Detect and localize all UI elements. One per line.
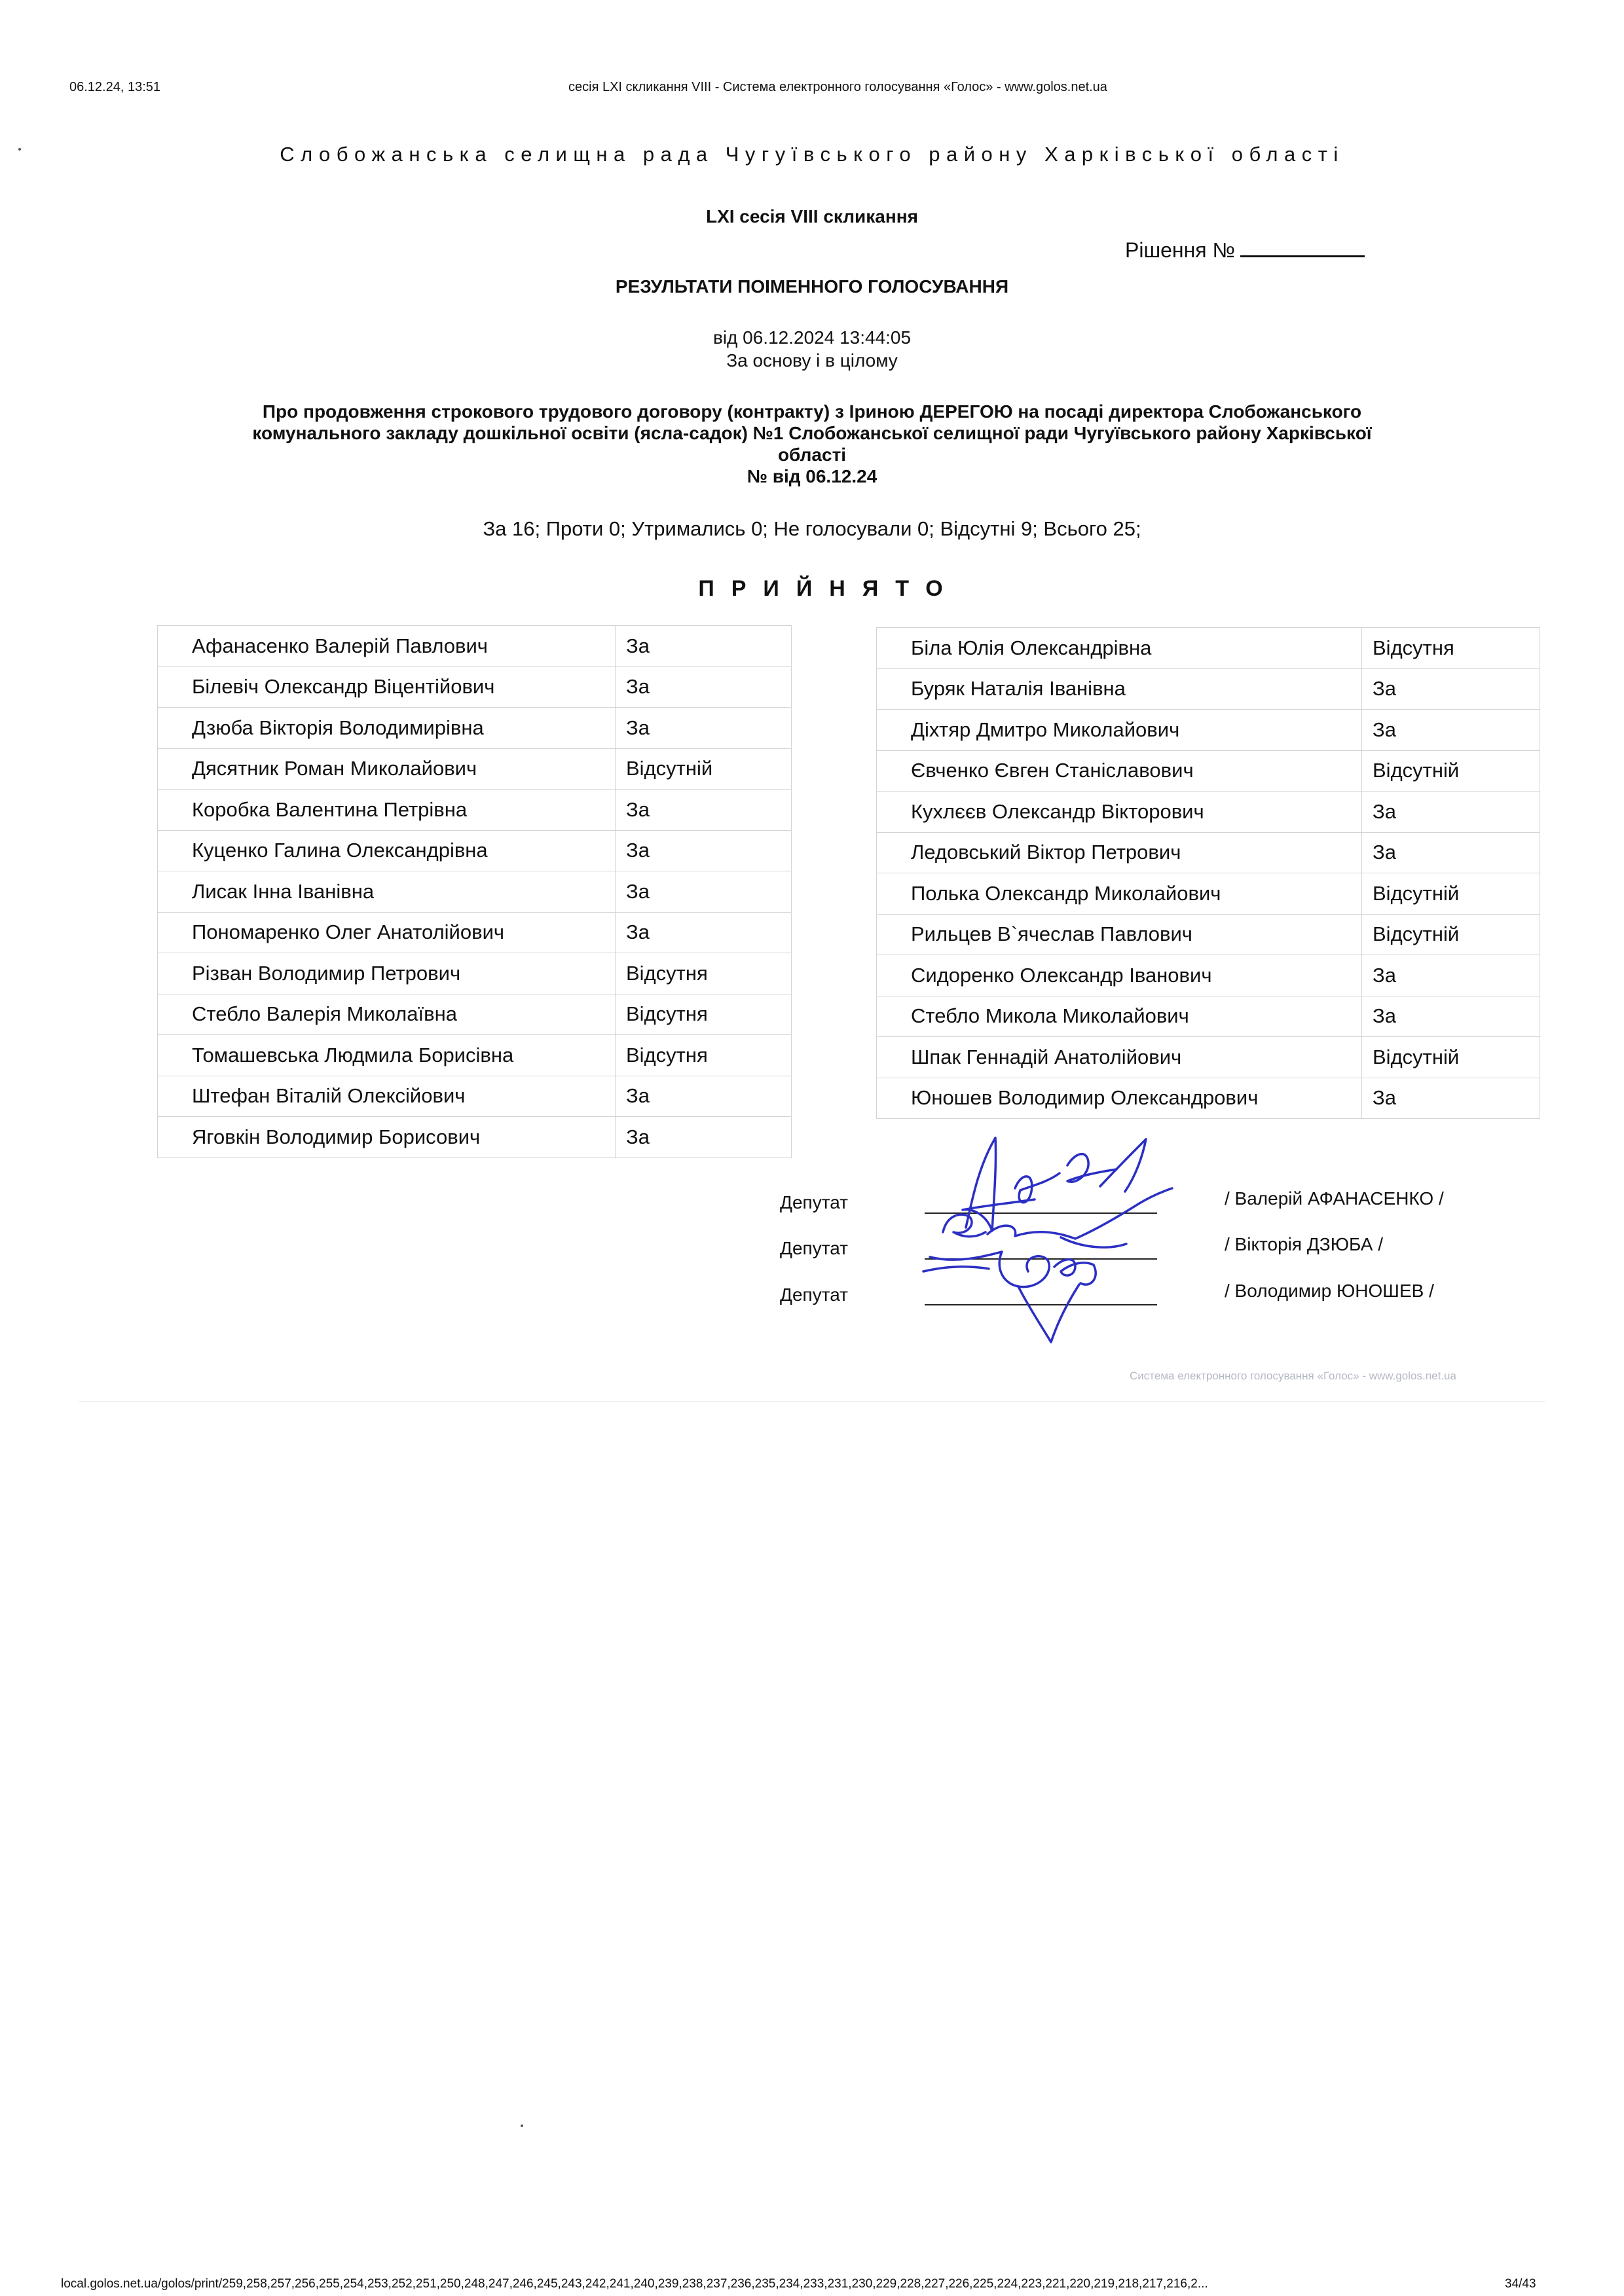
decision-subject <box>177 401 1447 487</box>
system-watermark: Система електронного голосування «Голос» - www.golos.net.ua <box>1130 1370 1456 1382</box>
vote-row <box>877 996 1540 1037</box>
subject-line: комунального закладу дошкільної освіти (ясла-садок) №1 Слобожанської селищної ради Чугуївського району Харківської <box>252 423 1372 443</box>
signature-label: Депутат <box>780 1238 848 1258</box>
vote-basis: За основу і в цілому <box>726 350 898 371</box>
vote-row <box>877 792 1540 833</box>
vote-value: Відсутня <box>1362 628 1540 669</box>
deputy-name: Юношев Володимир Олександрович <box>877 1078 1362 1119</box>
vote-row <box>877 668 1540 710</box>
vote-value: Відсутня <box>616 953 792 994</box>
vote-row <box>158 1035 792 1076</box>
vote-value: За <box>616 790 792 831</box>
deputy-name: Лисак Інна Іванівна <box>158 871 616 913</box>
vote-value: За <box>1362 996 1540 1037</box>
vote-row <box>158 666 792 708</box>
signatory-name: / Вікторія ДЗЮБА / <box>1225 1234 1383 1254</box>
deputy-name: Біла Юлія Олександрівна <box>877 628 1362 669</box>
vote-row <box>877 628 1540 669</box>
subject-line: № від 06.12.24 <box>747 466 877 486</box>
vote-datetime: від 06.12.2024 13:44:05 <box>712 327 912 348</box>
vote-row <box>158 748 792 790</box>
deputy-name: Шпак Геннадій Анатолійович <box>877 1037 1362 1078</box>
vote-value: За <box>1362 1078 1540 1119</box>
subject-line: Про продовження строкового трудового договору (контракту) з Іриною ДЕРЕГОЮ на посаді директора Слобожанського <box>262 401 1362 422</box>
deputy-name: Різван Володимир Петрович <box>158 953 616 994</box>
vote-row <box>877 914 1540 955</box>
deputy-name: Сидоренко Олександр Іванович <box>877 955 1362 996</box>
print-title: сесія LXI скликання VIII - Система електронного голосування «Голос» - www.golos.net.ua <box>568 80 1107 94</box>
deputy-name: Буряк Наталія Іванівна <box>877 668 1362 710</box>
vote-value: За <box>616 666 792 708</box>
deputy-name: Євченко Євген Станіславович <box>877 750 1362 792</box>
deputy-name: Стебло Валерія Миколаївна <box>158 994 616 1035</box>
deputy-name: Куценко Галина Олександрівна <box>158 830 616 871</box>
scan-speck <box>18 148 21 151</box>
vote-row <box>158 1117 792 1158</box>
deputy-name: Коробка Валентина Петрівна <box>158 790 616 831</box>
deputy-name: Рильцев В`ячеслав Павлович <box>877 914 1362 955</box>
vote-row <box>158 708 792 749</box>
vote-row <box>158 626 792 667</box>
vote-value: Відсутня <box>616 1035 792 1076</box>
council-name: Слобожанська селищна рада Чугуївського району Харківської області <box>280 143 1344 166</box>
deputy-name: Дясятник Роман Миколайович <box>158 748 616 790</box>
vote-row <box>158 871 792 913</box>
vote-row <box>158 953 792 994</box>
vote-value: Відсутній <box>1362 1037 1540 1078</box>
signatory-name: / Володимир ЮНОШЕВ / <box>1225 1281 1434 1301</box>
signature-stroke <box>1100 1139 1146 1192</box>
vote-value: Відсутній <box>1362 750 1540 792</box>
signature-label: Депутат <box>780 1285 848 1305</box>
deputy-name: Яговкін Володимир Борисович <box>158 1117 616 1158</box>
deputy-name: Кухлєєв Олександр Вікторович <box>877 792 1362 833</box>
signature-stroke <box>1018 1285 1079 1342</box>
print-timestamp: 06.12.24, 13:51 <box>69 80 161 94</box>
vote-value: Відсутній <box>1362 914 1540 955</box>
vote-value: Відсутній <box>1362 873 1540 915</box>
faint-divider <box>79 1401 1545 1402</box>
vote-row <box>158 790 792 831</box>
vote-row <box>877 710 1540 751</box>
vote-value: За <box>616 1117 792 1158</box>
vote-value: За <box>616 708 792 749</box>
vote-row <box>877 1037 1540 1078</box>
vote-value: За <box>1362 668 1540 710</box>
decision-label: Рішення № <box>1125 238 1235 262</box>
vote-value: За <box>1362 955 1540 996</box>
vote-value: За <box>616 1076 792 1117</box>
signatory-name: / Валерій АФАНАСЕНКО / <box>1225 1188 1444 1209</box>
deputy-name: Стебло Микола Миколайович <box>877 996 1362 1037</box>
results-title: РЕЗУЛЬТАТИ ПОІМЕННОГО ГОЛОСУВАННЯ <box>615 276 1009 297</box>
deputy-name: Штефан Віталій Олексійович <box>158 1076 616 1117</box>
vote-row <box>877 955 1540 996</box>
vote-value: За <box>1362 792 1540 833</box>
vote-value: За <box>1362 832 1540 873</box>
session-title: LXI сесія VIII скликання <box>705 206 919 227</box>
vote-row <box>158 994 792 1035</box>
vote-row <box>877 1078 1540 1119</box>
vote-row <box>158 830 792 871</box>
signature-stroke <box>987 1188 1172 1239</box>
signature-stroke <box>1015 1173 1060 1203</box>
decision-number-blank <box>1240 236 1365 257</box>
adopted-status: ПРИЙНЯТО <box>698 576 960 601</box>
signature-stroke <box>1054 1260 1096 1285</box>
vote-value: За <box>1362 710 1540 751</box>
deputy-name: Афанасенко Валерій Павлович <box>158 626 616 667</box>
deputy-name: Ледовський Віктор Петрович <box>877 832 1362 873</box>
handwritten-signatures <box>904 1126 1218 1355</box>
deputy-name: Пономаренко Олег Анатолійович <box>158 912 616 953</box>
vote-value: За <box>616 626 792 667</box>
deputy-name: Білевіч Олександр Віцентійович <box>158 666 616 708</box>
vote-value: Відсутній <box>616 748 792 790</box>
decision-number <box>1125 236 1365 263</box>
signature-stroke <box>1061 1237 1126 1247</box>
vote-row <box>877 832 1540 873</box>
votes-table-right <box>876 627 1540 1119</box>
subject-line: області <box>777 445 847 465</box>
signature-stroke <box>963 1138 1035 1231</box>
vote-value: За <box>616 871 792 913</box>
print-url: local.golos.net.ua/golos/print/259,258,257,256,255,254,253,252,251,250,248,247,246,245,243,242,241,240,239,238,237,236,235,234,233,231,230,229,228,227,226,225,224,223,221,220,219,218,217,216,2... <box>61 2277 1208 2291</box>
vote-row <box>158 912 792 953</box>
vote-value: За <box>616 830 792 871</box>
votes-table-left <box>157 625 792 1158</box>
signature-label: Депутат <box>780 1192 848 1212</box>
deputy-name: Полька Олександр Миколайович <box>877 873 1362 915</box>
vote-value: Відсутня <box>616 994 792 1035</box>
signature-stroke <box>943 1214 986 1237</box>
vote-row <box>158 1076 792 1117</box>
vote-row <box>877 750 1540 792</box>
scan-speck <box>521 2124 523 2127</box>
deputy-name: Діхтяр Дмитро Миколайович <box>877 710 1362 751</box>
deputy-name: Дзюба Вікторія Володимирівна <box>158 708 616 749</box>
vote-totals: За 16; Проти 0; Утримались 0; Не голосували 0; Відсутні 9; Всього 25; <box>483 517 1141 540</box>
signature-stroke <box>923 1267 989 1271</box>
page-number: 34/43 <box>1505 2277 1536 2291</box>
deputy-name: Томашевська Людмила Борисівна <box>158 1035 616 1076</box>
vote-value: За <box>616 912 792 953</box>
vote-row <box>877 873 1540 915</box>
